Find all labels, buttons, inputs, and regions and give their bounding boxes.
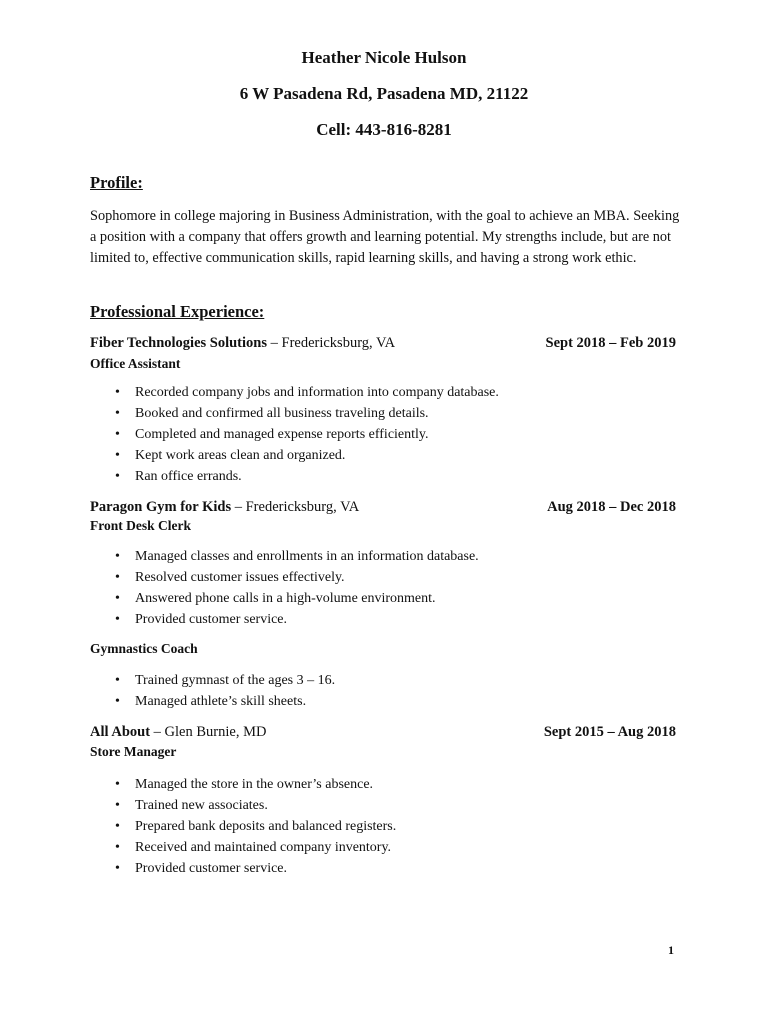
duty-list bbox=[90, 546, 479, 630]
duty-item: • Managed athlete’s skill sheets. bbox=[90, 691, 335, 712]
duty-item: • Managed the store in the owner’s absence. bbox=[90, 774, 396, 795]
job-header bbox=[90, 499, 676, 516]
job-header bbox=[90, 724, 676, 741]
job-role: Store Manager bbox=[90, 744, 177, 759]
job-location: – Glen Burnie, MD bbox=[150, 724, 267, 740]
job-employer: All About bbox=[90, 724, 151, 740]
duty-item: • Provided customer service. bbox=[90, 609, 479, 630]
job-role: Gymnastics Coach bbox=[90, 641, 198, 656]
profile-heading: Profile: bbox=[90, 173, 143, 192]
job-role: Front Desk Clerk bbox=[90, 518, 191, 533]
job-employer: Paragon Gym for Kids bbox=[90, 499, 232, 515]
duty-item: • Provided customer service. bbox=[90, 858, 396, 879]
duty-item: • Booked and confirmed all business traveling details. bbox=[90, 403, 499, 424]
job-employer-location bbox=[90, 499, 359, 516]
duty-item: • Managed classes and enrollments in an information database. bbox=[90, 546, 479, 567]
job-location: – Fredericksburg, VA bbox=[267, 335, 396, 351]
candidate-name: Heather Nicole Hulson bbox=[301, 48, 467, 67]
profile-text: Sophomore in college majoring in Business Administration, with the goal to achieve an MBA. Seeking a position with a company that offers growth and learning potential. My strengths include, but are not limited to, effective communication skills, rapid learning skills, and having a strong work ethic. bbox=[90, 208, 680, 266]
job-dates: Sept 2018 – Feb 2019 bbox=[545, 335, 676, 351]
duty-list bbox=[90, 382, 499, 487]
duty-item: • Answered phone calls in a high-volume environment. bbox=[90, 588, 479, 609]
job-employer-location bbox=[90, 724, 266, 741]
job-dates: Sept 2015 – Aug 2018 bbox=[543, 724, 676, 740]
job-role: Office Assistant bbox=[90, 356, 181, 371]
cell-number: 443-816-8281 bbox=[355, 120, 452, 139]
job-location: – Fredericksburg, VA bbox=[231, 499, 360, 515]
duty-item: • Trained new associates. bbox=[90, 795, 396, 816]
duty-list bbox=[90, 670, 335, 712]
job-header bbox=[90, 335, 676, 352]
candidate-phone bbox=[0, 120, 768, 140]
duty-list bbox=[90, 774, 396, 879]
duty-item: • Prepared bank deposits and balanced registers. bbox=[90, 816, 396, 837]
job-employer: Fiber Technologies Solutions bbox=[90, 335, 267, 351]
cell-label: Cell: bbox=[316, 120, 352, 139]
duty-item: • Trained gymnast of the ages 3 – 16. bbox=[90, 670, 335, 691]
page-number: 1 bbox=[668, 943, 674, 957]
duty-item: • Received and maintained company inventory. bbox=[90, 837, 396, 858]
duty-item: • Resolved customer issues effectively. bbox=[90, 567, 479, 588]
duty-item: • Recorded company jobs and information into company database. bbox=[90, 382, 499, 403]
duty-item: • Kept work areas clean and organized. bbox=[90, 445, 499, 466]
job-dates: Aug 2018 – Dec 2018 bbox=[547, 499, 676, 515]
duty-item: • Ran office errands. bbox=[90, 466, 499, 487]
job-employer-location bbox=[90, 335, 395, 352]
experience-heading: Professional Experience: bbox=[90, 302, 265, 321]
duty-item: • Completed and managed expense reports efficiently. bbox=[90, 424, 499, 445]
candidate-address: 6 W Pasadena Rd, Pasadena MD, 21122 bbox=[239, 84, 529, 103]
